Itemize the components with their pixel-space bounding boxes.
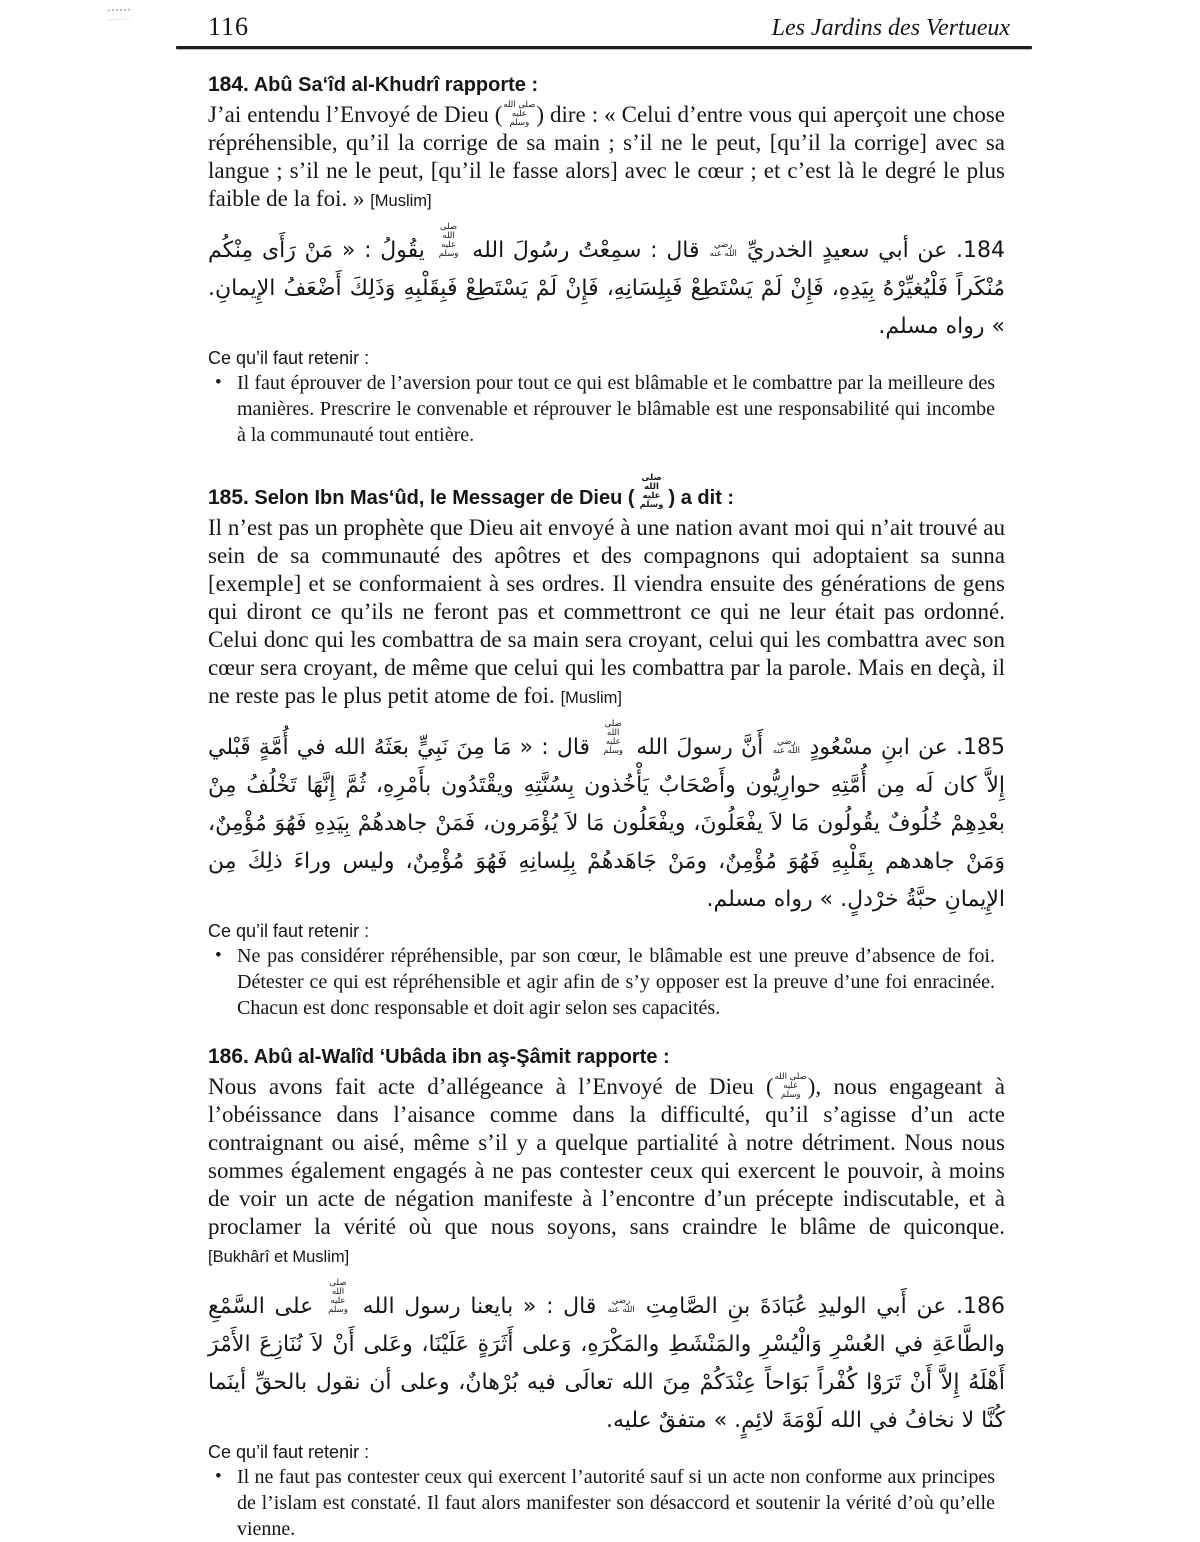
honorific-calligraphy: صلى الله عليه وسلم	[438, 222, 459, 259]
page-content	[208, 47, 1005, 1542]
hadith-arabic-text	[208, 720, 1005, 919]
hadith-entry-184	[208, 73, 1005, 448]
text-segment: قال : « بايعنا رسول الله	[352, 1294, 607, 1319]
text-segment: على السَّمْعِ والطَّاعَةِ في العُسْرِ وَالْيُسْرِ والمَنْشَطِ والمَكْرَهِ، وَعلى أَثَرَةٍ عَلَيْنَا، وعَلى أَنْ لاَ نُنَازِعَ الأَمْرَ أَهْلَهُ إِلاَّ أَنْ تَرَوْا كُفْراً بَوَاحاً عِنْدَكُمْ مِنَ الله تعالَى فيه بُرْهانٌ، وعلى أن نقول بالحقِّ أينَما كُنَّا لا نخافُ في الله لَوْمَةَ لائِمٍ. » متفقٌ عليه.	[208, 1294, 1005, 1433]
hadith-entry-186	[208, 1045, 1005, 1542]
bullet-icon: •	[215, 1466, 222, 1487]
source-tag: [Bukhârî et Muslim]	[208, 1248, 350, 1266]
hadith-number: 185.	[208, 486, 249, 509]
text-segment: Abû al-Walîd ‘Ubâda ibn aş-Şâmit rapporte :	[248, 1046, 670, 1068]
bullet-icon: •	[215, 945, 222, 966]
scan-artifact	[108, 9, 130, 21]
honorific-calligraphy: رضي الله عنه	[607, 1296, 635, 1315]
text-segment: J’ai entendu l’Envoyé de Dieu (	[208, 102, 503, 127]
retain-note	[208, 370, 1005, 448]
note-text: Il ne faut pas contester ceux qui exercent l’autorité sauf si un acte non conforme aux principes de l’islam est constaté. Il faut alors manifester son désaccord et soutenir la vérité d’où qu’elle vienne.	[237, 1466, 995, 1540]
hadith-arabic-text	[208, 1279, 1005, 1440]
page-header	[176, 12, 1032, 49]
text-segment: ) a dit :	[668, 487, 735, 509]
text-segment: ), nous engageant à l’obéissance dans l’aisance comme dans la difficulté, qu’il s’agisse d’un acte contraignant ou aisé, même s’il y a quelque partialité à notre détriment. Nous nous sommes également engagés à ne pas contester ceux qui exercent le pouvoir, à moins de voir un acte de négation manifeste à l’encontre d’un précepte indiscutable, et à proclamer la vérité où que nous soyons, sans craindre le blâme de quiconque.	[208, 1074, 1006, 1239]
hadith-entry-185	[208, 474, 1005, 1021]
hadith-heading	[208, 1045, 1005, 1069]
honorific-calligraphy: صلى الله عليه وسلم	[328, 1278, 348, 1315]
source-tag: [Muslim]	[370, 192, 432, 210]
retain-note	[208, 1464, 1005, 1542]
text-segment: قال : سمِعْتُ رسُولَ الله	[463, 238, 709, 263]
text-segment: 186. عن أَبي الوليدِ عُبَادَةَ بنِ الصَّامِتِ	[636, 1294, 1006, 1319]
bullet-icon: •	[215, 372, 222, 393]
note-text: Ne pas considérer répréhensible, par son cœur, le blâmable est une preuve d’absence de foi. Détester ce qui est répréhensible et agir afin de s’y opposer est la preuve d’une foi enracinée. Chacun est donc responsable et doit agir selon ses capacités.	[237, 945, 995, 1019]
text-segment: 184. عن أبي سعيدٍ الخدريِّ	[738, 238, 1006, 263]
honorific-calligraphy: رضي الله عنه	[709, 240, 737, 259]
retain-heading: Ce qu’il faut retenir :	[208, 921, 370, 941]
hadith-french-text	[208, 514, 1005, 712]
hadith-heading	[208, 474, 1005, 510]
text-segment: ) dire : « Celui d’entre vous qui aperçoit une chose répréhensible, qu’il la corrige de sa main ; s’il ne le peut, [qu’il la corrige] avec sa langue ; s’il ne le peut, [qu’il le fasse alors] avec le cœur ; et c’est là le degré le plus faible de la foi. »	[208, 102, 1005, 211]
page-number: 116	[208, 12, 250, 41]
hadith-number: 186.	[208, 1045, 249, 1068]
text-segment: Selon Ibn Mas‘ûd, le Messager de Dieu (	[248, 487, 635, 509]
text-segment: Nous avons fait acte d’allégeance à l’Envoyé de Dieu (	[208, 1074, 774, 1099]
hadith-heading	[208, 73, 1005, 97]
hadith-french-text	[208, 101, 1005, 215]
hadith-arabic-text	[208, 223, 1005, 346]
text-segment: Abû Sa‘îd al-Khudrî rapporte :	[248, 74, 539, 96]
honorific-calligraphy: صلى الله عليه وسلم	[639, 473, 664, 510]
note-text: Il faut éprouver de l’aversion pour tout ce qui est blâmable et le combattre par la meilleure des manières. Prescrire le convenable et réprouver le blâmable est une responsabilité qui incombe à la communauté tout entière.	[237, 372, 995, 446]
text-segment: Il n’est pas un prophète que Dieu ait envoyé à une nation avant moi qui n’ait trouvé au sein de sa communauté des apôtres et des compagnons qui adoptaient sa sunna [exemple] et se conformaient à ses ordres. Il viendra ensuite des générations de gens qui diront ce qu’ils ne feront pas et commettront ce qui ne leur était pas ordonné. Celui donc qui les combattra de sa main sera croyant, celui qui les combattra avec son cœur sera croyant, de même que celui qui les combattra par la parole. Mais en deçà, il ne reste pas le plus petit atome de foi.	[208, 515, 1005, 708]
honorific-calligraphy: صلى الله عليه وسلم	[603, 719, 624, 756]
text-segment: أَنَّ رسولَ الله	[628, 735, 772, 760]
honorific-calligraphy: صلى الله عليه وسلم	[774, 1072, 807, 1100]
retain-note	[208, 943, 1005, 1021]
source-tag: [Muslim]	[560, 689, 622, 707]
running-title: Les Jardins des Vertueux	[771, 15, 1010, 41]
text-segment: قال : « مَا مِنَ نَبِيٍّ بعَثَهُ الله في أُمَّةٍ قَبْلي إِلاَّ كان لَه مِن أُمَّتِهِ حوارِيُّون وأَصْحَابٌ يَأْخُذون بِسُنَّتِهِ ويقْتَدُون بأَمْرِهِ، ثُمَّ إِنَّهَا تَخْلُفُ مِنْ بعْدِهِمْ خُلُوفٌ يقُولُون مَا لاَ يفْعَلُونَ، ويفْعَلُون مَا لاَ يُؤْمَرون، فَمَنْ جاهدهُمْ بِيَدِهِ فَهُوَ مُؤْمِنٌ، وَمَنْ جاهدهم بِقَلْبِهِ فَهُوَ مُؤْمِنٌ، ومَنْ جَاهَدهُمْ بِلِسانِهِ فَهُوَ مُؤْمِنٌ، وليس وراءَ ذلِكَ مِن الإِيمانِ حبَّةُ خرْدلٍ. » رواه مسلم.	[208, 735, 1005, 912]
hadith-number: 184.	[208, 73, 249, 96]
hadith-french-text	[208, 1073, 1005, 1271]
retain-heading: Ce qu’il faut retenir :	[208, 1442, 370, 1462]
honorific-calligraphy: رضي الله عنه	[772, 737, 800, 756]
retain-heading: Ce qu’il faut retenir :	[208, 348, 370, 368]
text-segment: 185. عن ابنِ مسْعُودٍ	[801, 735, 1005, 760]
honorific-calligraphy: صلى الله عليه وسلم	[503, 100, 536, 128]
text-segment: يقُولُ : « مَنْ رَأَى مِنْكُم مُنْكَراً فَلْيُغيِّرْهُ بِيَدِهِ، فَإِنْ لَمْ يَسْتَطِعْ فَبِلِسَانِهِ، فَإِنْ لَمْ يَسْتَطِعْ فَبِقَلْبِهِ وَذَلِكَ أَضْعَفُ الإِيمانِ. » رواه مسلم.	[208, 238, 1005, 339]
